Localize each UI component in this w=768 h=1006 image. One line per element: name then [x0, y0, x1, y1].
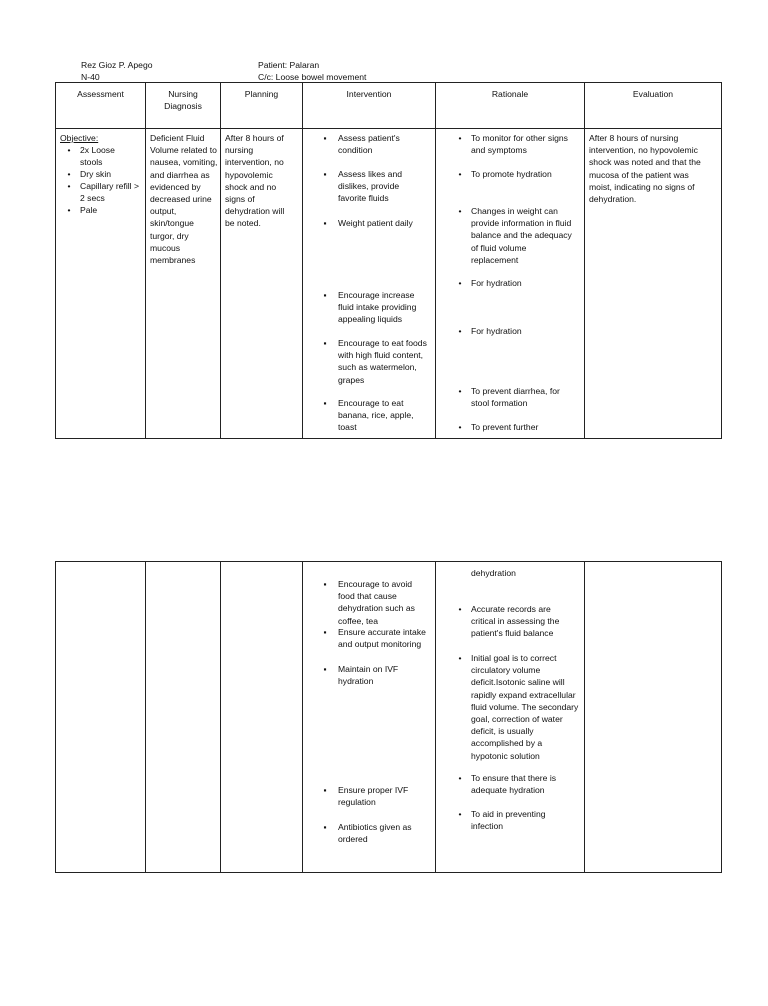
planning-text: After 8 hours of nursing intervention, no hypovolemic shock and no signs of dehydration will be noted. — [225, 133, 285, 229]
column-header-nursing-diagnosis: Nursing Diagnosis — [146, 83, 221, 129]
intervention-item: ▪ Weight patient daily — [323, 218, 413, 228]
assessment-item: • Dry skin — [67, 169, 112, 180]
rationale-item: • To promote hydration — [458, 169, 552, 179]
intervention-item: ▪ Ensure proper IVF regulation — [323, 785, 409, 808]
rationale-item: • Changes in weight can provide information in fluid balance and the adequacy of fluid volume replacement — [458, 206, 572, 265]
intervention-item: ▪ Encourage to eat banana, rice, apple, toast — [323, 398, 414, 433]
intervention-item: ▪ Assess likes and dislikes, provide favorite fluids — [323, 169, 403, 204]
rationale-item: • Initial goal is to correct circulatory volume deficit.Isotonic saline will rapidly expand extracellular fluid volume. The secondary goal, correction of water deficit, is usually accomplished by a hypotonic solution — [458, 653, 579, 761]
patient-name: Patient: Palaran — [258, 60, 320, 70]
student-name: Rez Gioz P. Apego — [81, 60, 153, 70]
evaluation-cell — [585, 129, 722, 439]
evaluation-text: After 8 hours of nursing intervention, no hypovolemic shock was noted and that the mucosa of the patient was moist, indicating no signs of dehydration. — [589, 133, 701, 205]
rationale-continued: dehydration — [471, 568, 516, 578]
care-plan-table-page2 — [55, 561, 722, 873]
column-header-assessment: Assessment — [56, 83, 146, 129]
assessment-item: • Capillary refill > 2 secs — [67, 181, 139, 204]
rationale-item: • For hydration — [458, 278, 522, 288]
intervention-item: ▪ Encourage to eat foods with high fluid content, such as watermelon, grapes — [323, 338, 427, 385]
planning-cell — [221, 129, 303, 439]
nursing-diagnosis-text: Deficient Fluid Volume related to nausea, vomiting, and diarrhea as evidenced by decreased urine output, skin/tongue turgor, dry mucous membranes — [150, 133, 218, 266]
column-header-intervention: Intervention — [303, 83, 436, 129]
rationale-item: • To aid in preventing infection — [458, 809, 546, 832]
care-plan-table-page1 — [55, 82, 722, 439]
chief-complaint: C/c: Loose bowel movement — [258, 72, 367, 82]
rationale-item: • To monitor for other signs and symptoms — [458, 133, 568, 156]
rationale-cell — [436, 562, 585, 873]
rationale-cell — [436, 129, 585, 439]
objective-label: Objective: — [60, 133, 99, 143]
rationale-item: • For hydration — [458, 326, 522, 336]
assessment-cell — [56, 562, 146, 873]
nursing-diagnosis-cell — [146, 129, 221, 439]
column-header-evaluation: Evaluation — [585, 83, 722, 129]
rationale-item: • Accurate records are critical in assessing the patient's fluid balance — [458, 604, 560, 639]
evaluation-cell — [585, 562, 722, 873]
rationale-item: • To prevent further — [458, 422, 539, 432]
column-header-rationale: Rationale — [436, 83, 585, 129]
intervention-item: ▪ Ensure accurate intake and output monitoring — [323, 627, 426, 650]
intervention-cell — [303, 562, 436, 873]
section-label: N-40 — [81, 72, 100, 82]
intervention-item: ▪ Maintain on IVF hydration — [323, 664, 399, 687]
nursing-diagnosis-cell — [146, 562, 221, 873]
assessment-item: • 2x Loose stools — [67, 145, 115, 168]
rationale-item: • To prevent diarrhea, for stool formation — [458, 386, 560, 409]
intervention-item: ▪ Encourage to avoid food that cause dehydration such as coffee, tea — [323, 579, 415, 626]
planning-cell — [221, 562, 303, 873]
intervention-item: ▪ Assess patient's condition — [323, 133, 400, 156]
column-header-planning: Planning — [221, 83, 303, 129]
intervention-item: ▪ Encourage increase fluid intake providing appealing liquids — [323, 290, 417, 325]
intervention-item: ▪ Antibiotics given as ordered — [323, 822, 412, 845]
assessment-cell — [56, 129, 146, 439]
rationale-item: • To ensure that there is adequate hydration — [458, 773, 557, 796]
assessment-item: • Pale — [67, 205, 98, 216]
intervention-cell — [303, 129, 436, 439]
